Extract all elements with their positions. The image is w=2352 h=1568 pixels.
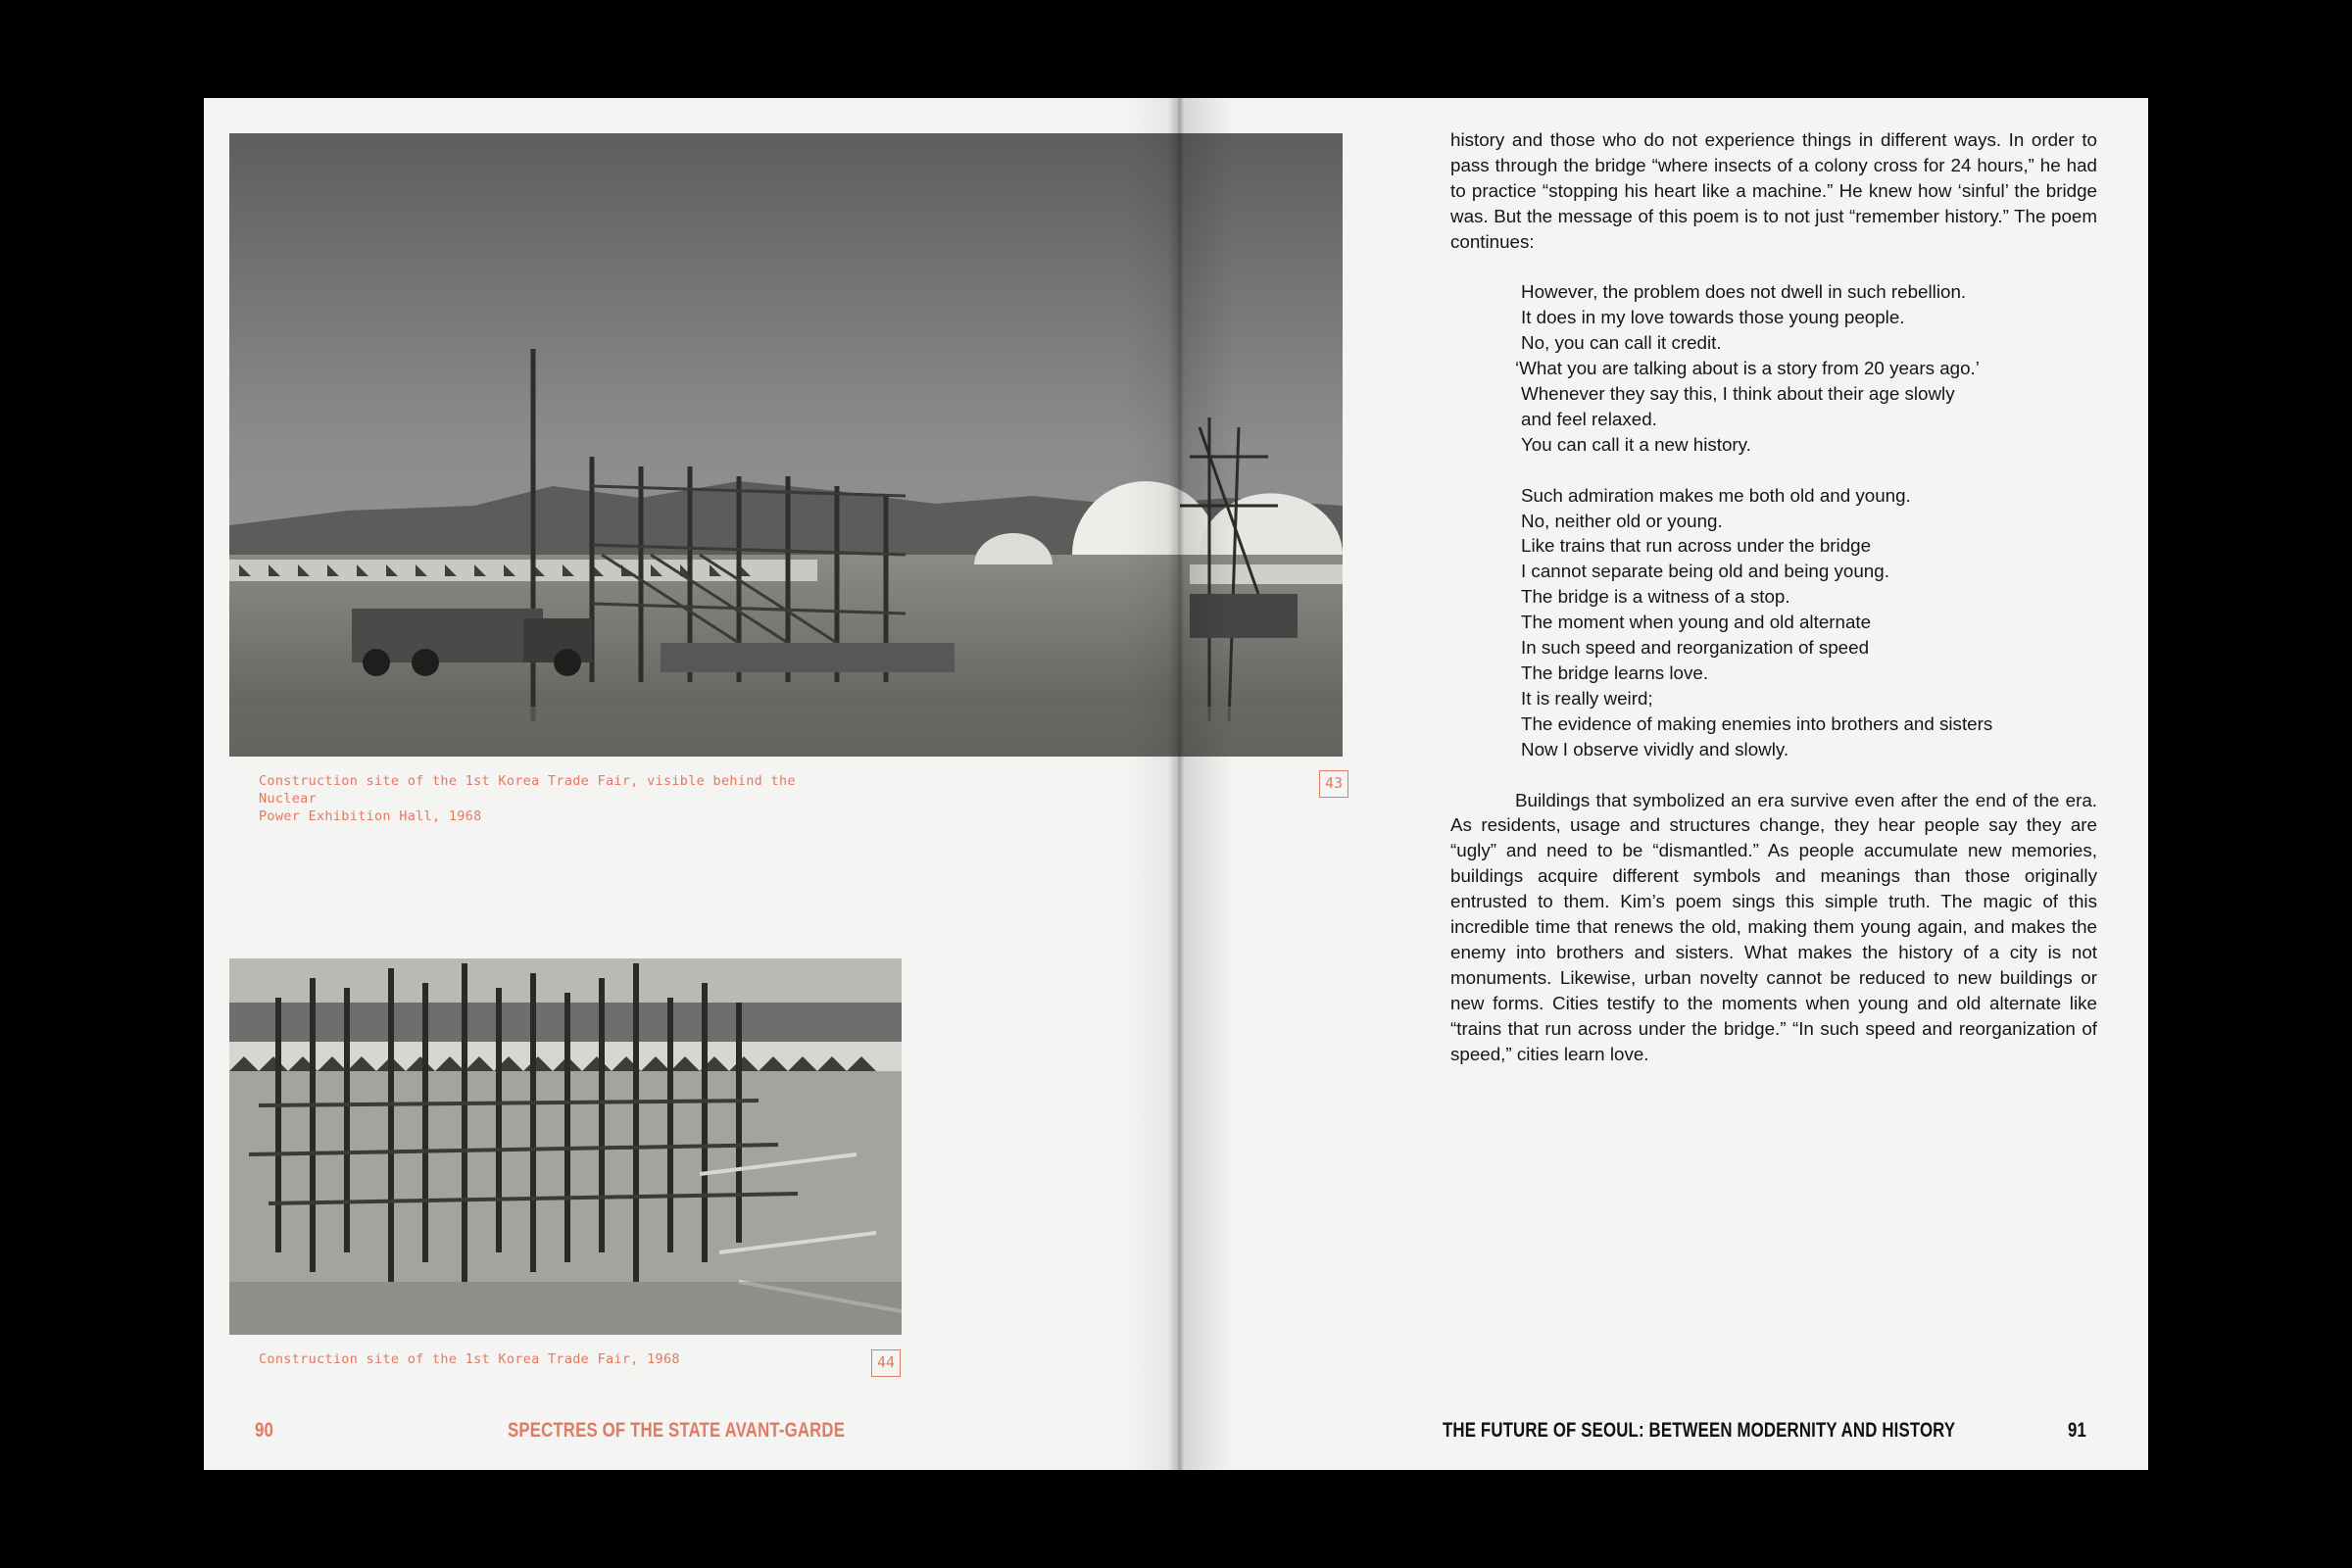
- poem-excerpt: [1450, 279, 2097, 761]
- book-spread: [204, 98, 2148, 1470]
- poem-line: Now I observe vividly and slowly.: [1521, 738, 1789, 760]
- poem-line: Such admiration makes me both old and young.: [1521, 484, 1911, 506]
- closing-paragraph: Buildings that symbolized an era survive even after the end of the era. As residents, usage and structures change, they hear people say they are “ugly” and need to be “dismantled.” As people accumulate new memories, buildings acquire different symbols and meanings than those originally entrusted to them. Kim’s poem sings this simple truth. The magic of this incredible time that renews the old, making them young again, and makes the enemy into brothers and sisters. What makes the history of a city is not monuments. Likewise, urban novelty cannot be reduced to new buildings or new forms. Cities testify to the moments when young and old alternate like “trains that run across under the bridge.” “In such speed and reorganization of speed,” cities learn love.: [1450, 789, 2097, 1064]
- photo-44-image: [229, 958, 902, 1335]
- poem-line: The bridge is a witness of a stop.: [1521, 586, 1790, 608]
- poem-line: The bridge learns love.: [1521, 662, 1709, 683]
- right-page-number: 91: [2068, 1419, 2087, 1442]
- figure-44-number: 44: [871, 1349, 901, 1377]
- poem-line: and feel relaxed.: [1521, 408, 1657, 429]
- photo-trade-fair-scaffolding: [229, 958, 902, 1335]
- poem-line: The moment when young and old alternate: [1521, 612, 1872, 633]
- left-running-head: SPECTRES OF THE STATE AVANT-GARDE: [508, 1419, 846, 1442]
- poem-line: Whenever they say this, I think about their age slowly: [1521, 383, 1955, 405]
- poem-line: You can call it a new history.: [1521, 433, 1751, 455]
- left-page-number: 90: [255, 1419, 274, 1442]
- poem-line: It is really weird;: [1521, 687, 1653, 709]
- caption-line: Construction site of the 1st Korea Trade Fair, 1968: [259, 1351, 680, 1367]
- intro-paragraph: history and those who do not experience things in different ways. In order to pass through the bridge “where insects of a colony cross for 24 hours,” he had to practice “stopping his heart like a machine.” He knew how ‘sinful’ the bridge was. But the message of this poem is to not just “remember history.” The poem continues:: [1450, 129, 2097, 252]
- right-running-head: THE FUTURE OF SEOUL: BETWEEN MODERNITY AND HISTORY: [1443, 1419, 1956, 1442]
- poem-line: The evidence of making enemies into brothers and sisters: [1521, 712, 1993, 734]
- left-page: [204, 98, 1176, 1470]
- poem-line: It does in my love towards those young people.: [1521, 307, 1905, 328]
- poem-line: However, the problem does not dwell in such rebellion.: [1521, 281, 1967, 303]
- body-text: [1450, 127, 2097, 1066]
- poem-line: No, you can call it credit.: [1521, 332, 1722, 354]
- poem-line: I cannot separate being old and being young.: [1521, 561, 1889, 582]
- poem-stanza-1: [1515, 279, 2097, 457]
- figure-43-number: 43: [1319, 770, 1348, 798]
- poem-line: No, neither old or young.: [1521, 510, 1723, 531]
- poem-stanza-2: [1521, 483, 2097, 762]
- caption-line: Power Exhibition Hall, 1968: [259, 808, 482, 824]
- poem-line: Like trains that run across under the bridge: [1521, 535, 1872, 557]
- poem-line: ‘What you are talking about is a story from 20 years ago.’: [1515, 358, 1980, 379]
- caption-line: Construction site of the 1st Korea Trade Fair, visible behind the Nuclear: [259, 773, 796, 807]
- figure-44-caption: [259, 1350, 847, 1368]
- poem-line: In such speed and reorganization of speed: [1521, 637, 1870, 659]
- figure-43-caption: [259, 772, 847, 825]
